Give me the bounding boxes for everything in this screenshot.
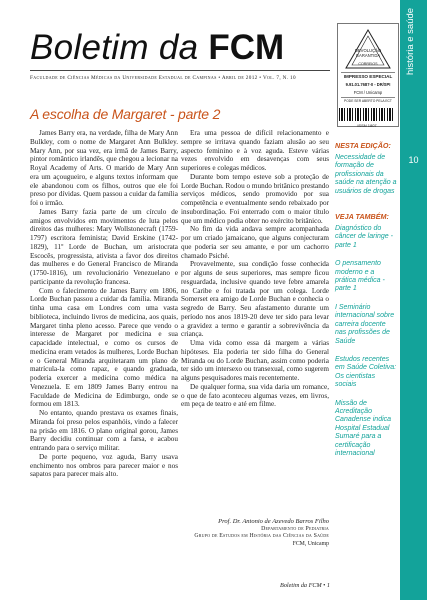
issn-label: ISSN 1807	[357, 123, 377, 128]
paragraph: Era uma pessoa de difícil relacionamento e sempre se irritava quando faziam alusão ao seu aspecto feminino e à voz aguda. Esteve várias vezes envolvido em desavenças com seus superiores e colegas médicos.	[181, 129, 329, 172]
masthead-rule	[30, 70, 330, 71]
author-signature	[181, 518, 329, 548]
paragraph: De porte pequeno, voz aguda, Barry usava enchimento nos ombros para parecer maior e nos sapatos para parecer mais alto.	[30, 452, 178, 479]
article-column-1	[30, 129, 178, 479]
barcode-image	[339, 108, 395, 121]
see-also-link[interactable]: Diagnóstico do câncer de laringe - parte 1	[335, 225, 393, 249]
stamp-line: CORREIOS	[358, 62, 378, 66]
paragraph: De qualquer forma, sua vida daria um romance, o que de fato aconteceu algumas vezes, em livros, em peça de teatro e até em filme.	[181, 382, 329, 409]
paragraph: Com o falecimento de James Barry em 1806, Lorde Buchan passou a cuidar da família. Miranda tinha uma casa em Londres com uma vasta biblioteca, incluindo livros de medicina, aos quais, Margaret tinha pleno acesso. Parece que vendo o interesse de Margaret por medicina e sua capacidade intelectual, e como os cursos de medicina eram vetados às mulheres, Lorde Buchan e o General Miranda arquitetaram um plano de matrícula-la como rapaz, e quando graduada, poderia exercer a medicina como médica na Venezuela. E em 1809 James Barry entrou na Faculdade de Medicina de Edimburgo, onde se formou em 1813.	[30, 286, 178, 409]
paragraph: Durante bom tempo esteve sob a proteção de Lorde Buchan. Rodou o mundo britânico prestando serviços médicos, sendo promovido por sua competência e eventualmente sendo rebaixado por insubordinação. Foi enterrado com o maior título que um médico podia obter no exército britânico.	[181, 172, 329, 225]
paragraph: No fim da vida andava sempre acompanhada por um criado jamaicano, que alguns conjecturam que poderia ser seu amante, e por um cachorro chamado Psiché.	[181, 225, 329, 260]
author-name: Prof. Dr. Antonio de Azevedo Barros Filho	[218, 518, 329, 525]
article-title: A escolha de Margaret - parte 2	[30, 106, 221, 122]
article-column-2	[181, 129, 329, 409]
see-also-heading: VEJA TAMBÉM:	[335, 212, 389, 222]
masthead-title	[30, 28, 284, 68]
paragraph: Uma vida como essa dá margem a várias hipóteses. Ela poderia ter sido filha do General Miranda ou do Lorde Buchan, assim como poderia ter sido um intersexo ou transexual, como sugerem alguns pesquisadores mais recentemente.	[181, 339, 329, 382]
author-group: Grupo de Estudos em História das Ciências da Saúde	[194, 533, 329, 540]
section-label: história e saúde	[405, 8, 416, 76]
box-divider	[341, 97, 395, 98]
stamp-line: GARANTIDA	[355, 53, 381, 58]
paragraph: Provavelmente, sua condição fosse conhecida por alguns de seus superiores, mas sempre ficou resguardada, inclusive quando teve febre amarela no Caribe e foi tratada por um colega. Lorde Somerset era amigo de Lorde Buchan e conhecia o segredo de Barry. Seu afastamento durante um período nos anos 1819-20 deve ter sido para levar a gravidez a termo e garantir a sobrevivência da criança.	[181, 260, 329, 339]
impresso-label: IMPRESSO ESPECIAL	[343, 74, 393, 79]
box-divider	[341, 72, 395, 73]
stamp-line: DEVOLUÇÃO	[354, 48, 382, 53]
see-also-link[interactable]: Estudos recentes em Saúde Coletiva: Os cientistas sociais	[335, 355, 397, 389]
post-note: PODE SER ABERTO PELA ECT	[344, 99, 392, 103]
masthead-subtitle: Faculdade de Ciências Médicas da Universidade Estadual de Campinas • Abril de 2012 • Vol. 7, N. 10	[30, 75, 296, 81]
contract-number: 9.91.01.7687-0 - DR/SPI	[345, 82, 391, 87]
paragraph: James Barry era, na verdade, filha de Mary Ann Bulkley, com o nome de Margaret Ann Bulkley. Mary Ann, por sua vez, era irmã de James Barry, pintor romântico irlandês, que chegou a lecionar na Royal Academy of Arts. O marido de Mary Ann era um açougueiro, e alguns textos informam que ele abandonou com os filhos, outros que ele foi preso por dívidas. Quem passou a cuidar da família foi o irmão.	[30, 129, 178, 207]
page-footer: Boletim da FCM • 1	[280, 582, 330, 589]
edition-link[interactable]: Necessidade de formação de profissionais da saúde na atenção a usuários de drogas	[335, 154, 397, 195]
see-also-link[interactable]: Missão de Acreditação Canadense indica Hospital Estadual Sumaré para a certificação internacional	[335, 399, 392, 457]
see-also-link[interactable]: I Seminário internacional sobre carreira docente nas profissões de Saúde	[335, 303, 395, 345]
author-affiliation: FCM, Unicamp	[292, 540, 329, 547]
this-edition-heading: NESTA EDIÇÃO:	[335, 141, 391, 150]
edition-sidebar	[335, 141, 397, 468]
masthead-italic: Boletim da	[30, 28, 209, 67]
sender-label: FCM / Unicamp	[353, 90, 383, 95]
paragraph: No entanto, quando prestava os exames finais, Miranda foi preso pelos espanhóis, vindo a falecer na prisão em 1816. O plano original gorou, James Barry decidiu continuar com a farsa, e acabou entrando para o serviço militar.	[30, 409, 178, 452]
author-department: Departamento de Pediatria	[261, 525, 329, 532]
page-number: 10	[408, 155, 419, 165]
masthead-fcm: FCM	[208, 28, 285, 67]
see-also-link[interactable]: O pensamento moderno e a prática médica - parte 1	[335, 260, 385, 293]
paragraph: James Barry fazia parte de um círculo de amigos envolvidos em movimentos de luta pelos direitos das mulheres: Mary Wollstonecraft (1759-1797) escritora feminista; David Erskine (1742-1829), 11º Lorde de Buchan, um aristocrata Escocês, progressista, ativista a favor dos direitos das mulheres e do General Francisco de Miranda (1750-1816), um revolucionário Venezuelano e participante da revolução francesa.	[30, 207, 178, 286]
